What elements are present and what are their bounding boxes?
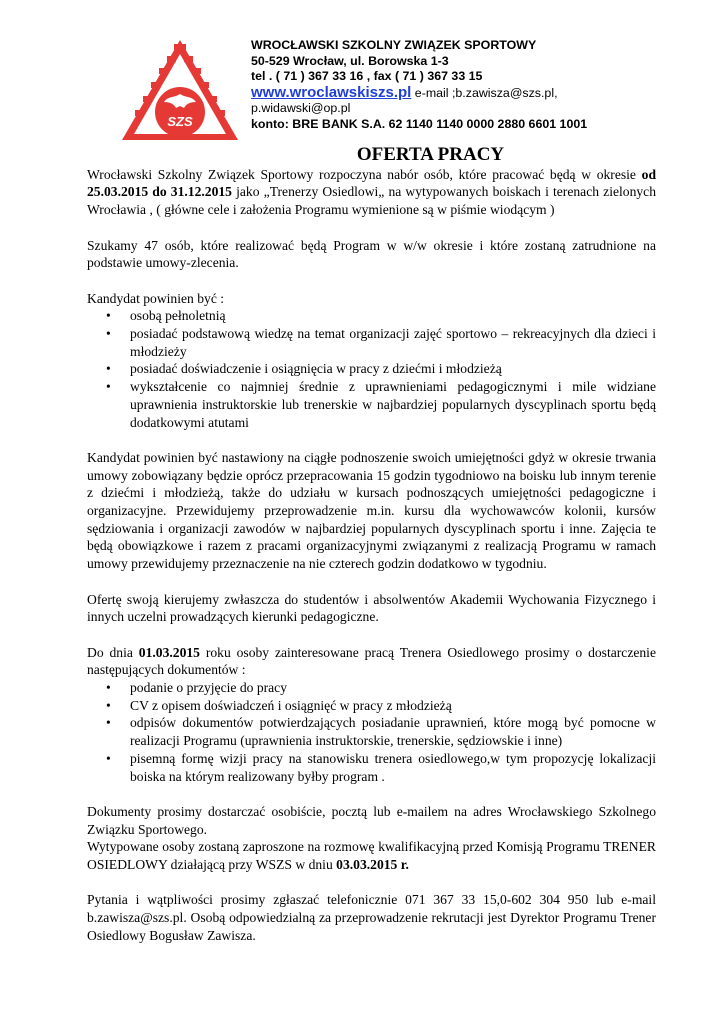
deadline-date: 01.03.2015 (138, 644, 200, 660)
org-phones: tel . ( 71 ) 367 33 16 , fax ( 71 ) 367 33 15 (251, 69, 483, 84)
search-paragraph: Szukamy 47 osób, które realizować będą Program w w/w okresie i które zostaną zatrudnione na podstawie umowy-zlecenia. (87, 237, 656, 271)
page-title: OFERTA PRACY (356, 144, 505, 165)
list-item: • podanie o przyjęcie do pracy (106, 680, 288, 696)
target-paragraph: Ofertę swoją kierujemy zwłaszcza do studentów i absolwentów Akademii Wychowania Fizycznego i innych uczelni prowadzących kierunki pedagogiczne. (87, 591, 656, 625)
letterhead (251, 38, 711, 133)
description-paragraph: Kandydat powinien być nastawiony na ciągłe podnoszenie swoich umiejętności gdyż w okresie trwania umowy zobowiązany będzie oprócz przepracowania 15 godzin tygodniowo na boisku lub innym terenie z dziećmi i młodzieżą, także do udziału w kursach podnoszących umiejętności pedagogiczne i organizacyjne. Przewidujemy przeprowadzenie m.in. kursu dla wychowawców kolonii, kursów sędziowania i organizacji zawodów w najbardziej popularnych dyscyplinach sportu i inne. Zajęcia te będą obowiązkowe i razem z pracami organizacyjnymi związanymi z realizacją Programu w ramach umowy przewidujemy przeznaczenie na nie czterech godzin dodatkowo w tygodniu. (87, 449, 656, 572)
bullet-icon: • (106, 308, 111, 324)
website-link[interactable]: www.wroclawskiszs.pl (251, 83, 412, 101)
email-1: e-mail ;b.zawisza@szs.pl, (414, 85, 558, 100)
bullet-icon: • (106, 326, 111, 341)
list-item: • osobą pełnoletnią (106, 308, 226, 324)
logo-text: SZS (167, 114, 193, 129)
szs-logo (118, 36, 242, 144)
list-item: • CV z opisem doświadczeń i osiągnięć w pracy z młodzieżą (106, 697, 452, 713)
documents-list (87, 679, 656, 785)
list-item: • pisemną formę wizji pracy na stanowisku trenera osiedlowego,w tym propozycję lokalizacji boiska na którym realizowany byłby program . (106, 750, 656, 784)
requirements-heading: Kandydat powinien być : (87, 290, 225, 306)
bullet-icon: • (106, 715, 111, 731)
org-name: WROCŁAWSKI SZKOLNY ZWIĄZEK SPORTOWY (251, 38, 537, 52)
documents-intro: Do dnia 01.03.2015 roku osoby zainteresowane pracą Trenera Osiedlowego prosimy o dostarczenie następujących dokumentów : (87, 644, 656, 678)
interview-date: 03.03.2015 r. (336, 857, 409, 873)
contact-paragraph: Pytania i wątpliwości prosimy zgłaszać telefonicznie 071 367 33 15,0-602 304 950 lub e-mail b.zawisza@szs.pl. Osobą odpowiedzialną za przeprowadzenie rekrutacji jest Dyrektor Programu Trener Osiedlowy Bogusław Zawisza. (87, 892, 656, 943)
bullet-icon: • (106, 379, 111, 395)
intro-paragraph (87, 166, 656, 219)
intro-part1: Wrocławski Szkolny Związek Sportowy rozpoczyna nabór osób, które pracować będą w okresie (87, 166, 642, 182)
interview-paragraph: Wytypowane osoby zostaną zaproszone na rozmowę kwalifikacyjną przed Komisją Programu TRENER OSIEDLOWY działającą przy WSZS w dniu 03.03.2015 r. (87, 839, 656, 873)
bank-account: konto: BRE BANK S.A. 62 1140 1140 0000 2880 6601 1001 (251, 116, 588, 131)
list-item: • odpisów dokumentów potwierdzających posiadanie uprawnień, które mogą być pomocne w realizacji Programu (uprawnienia instruktorskie, trenerskie, sędziowskie i inne) (106, 715, 656, 749)
intro-dates: od 25.03.2015 do 31.12.2015 (87, 166, 656, 200)
document-body (87, 146, 656, 945)
requirements-list (87, 307, 656, 431)
list-item: • posiadać podstawową wiedzę na temat organizacji zajęć sportowo – rekreacyjnych dla dzieci i młodzieży (106, 326, 656, 359)
email-2: p.widawski@op.pl (251, 101, 351, 116)
org-address: 50-529 Wrocław, ul. Borowska 1-3 (251, 53, 449, 68)
bullet-icon: • (106, 680, 111, 696)
intro-part2: jako „Trenerzy Osiedlowi„ na wytypowanych boiskach i terenach zielonych Wrocławia , ( główne cele i założenia Programu wymienione są w piśmie wiodącym ) (87, 184, 657, 218)
list-item: • posiadać doświadczenie i osiągnięcia w pracy z dziećmi i młodzieżą (106, 361, 502, 377)
bullet-icon: • (106, 697, 111, 713)
web-email-line (251, 85, 711, 102)
delivery-paragraph: Dokumenty prosimy dostarczać osobiście, pocztą lub e-mailem na adres Wrocławskiego Szkolnego Związku Sportowego. (87, 803, 656, 837)
list-item: • wykształcenie co najmniej średnie z uprawnieniami pedagogicznymi i mile widziane uprawnienia instruktorskie lub trenerskie w najbardziej popularnych dyscyplinach sportu będą dodatkowymi atutami (106, 379, 656, 430)
bullet-icon: • (106, 361, 111, 377)
bullet-icon: • (106, 750, 111, 766)
